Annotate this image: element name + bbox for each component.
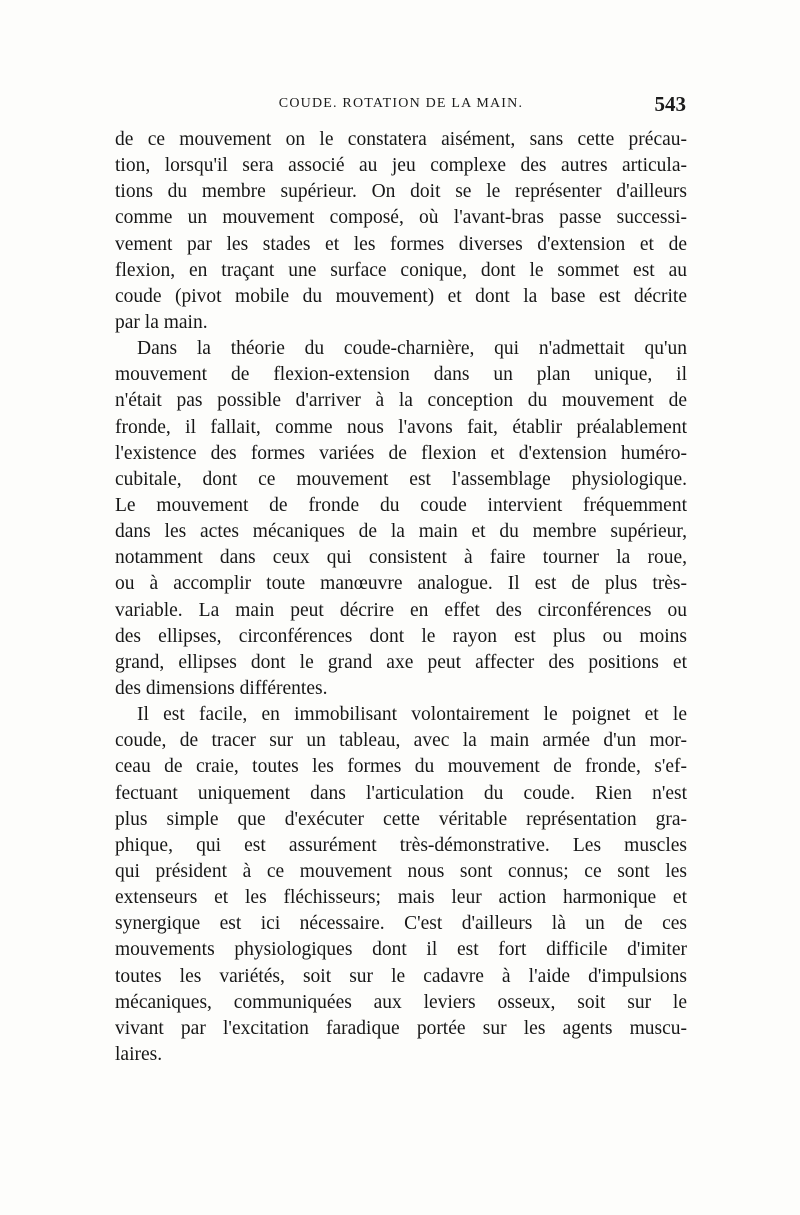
running-head — [116, 92, 686, 118]
text-line: par la main. — [115, 311, 208, 333]
text-line: vement par les stades et les formes diverses d'extension et de — [115, 233, 687, 255]
text-line: toutes les variétés, soit sur le cadavre à l'aide d'impulsions — [115, 965, 687, 987]
text-line: variable. La main peut décrire en effet des circonférences ou — [115, 599, 687, 621]
text-line: extenseurs et les fléchisseurs; mais leur action harmonique et — [115, 887, 687, 909]
text-line: dans les actes mécaniques de la main et du membre supérieur, — [115, 521, 687, 543]
text-line: ceau de craie, toutes les formes du mouvement de fronde, s'ef- — [115, 756, 687, 778]
text-line: tions du membre supérieur. On doit se le représenter d'ailleurs — [115, 181, 687, 203]
text-line: synergique est ici nécessaire. C'est d'ailleurs là un de ces — [115, 913, 687, 935]
paragraph-2 — [115, 336, 687, 702]
body-text — [115, 127, 687, 1068]
running-title: COUDE. ROTATION DE LA MAIN. — [278, 96, 524, 111]
text-line: tion, lorsqu'il sera associé au jeu complexe des autres articula- — [115, 155, 687, 177]
text-line: mécaniques, communiquées aux leviers osseux, soit sur le — [115, 991, 687, 1013]
text-line: de ce mouvement on le constatera aisément, sans cette précau- — [115, 129, 687, 150]
paragraph-1 — [115, 127, 687, 336]
text-line: Dans la théorie du coude-charnière, qui n'admettait qu'un — [137, 338, 687, 360]
text-line: des dimensions différentes. — [115, 677, 328, 699]
text-line: mouvement de flexion-extension dans un plan unique, il — [115, 364, 687, 386]
text-line: coude, de tracer sur un tableau, avec la main armée d'un mor- — [115, 730, 687, 752]
text-line: Le mouvement de fronde du coude intervient fréquemment — [115, 494, 687, 516]
text-line: l'existence des formes variées de flexion et d'extension huméro- — [115, 442, 687, 464]
paragraph-3 — [115, 702, 687, 1068]
text-line: des ellipses, circonférences dont le rayon est plus ou moins — [115, 625, 687, 647]
text-line: laires. — [115, 1043, 163, 1065]
text-line: grand, ellipses dont le grand axe peut affecter des positions et — [115, 651, 687, 673]
text-line: flexion, en traçant une surface conique, dont le sommet est au — [115, 259, 687, 281]
text-line: plus simple que d'exécuter cette véritable représentation gra- — [115, 808, 687, 830]
text-line: mouvements physiologiques dont il est fort difficile d'imiter — [115, 939, 687, 961]
text-line: comme un mouvement composé, où l'avant-bras passe successi- — [115, 207, 687, 229]
text-line: fectuant uniquement dans l'articulation du coude. Rien n'est — [115, 782, 687, 804]
text-line: cubitale, dont ce mouvement est l'assemblage physiologique. — [115, 468, 687, 490]
text-line: phique, qui est assurément très-démonstrative. Les muscles — [115, 834, 687, 856]
text-line: coude (pivot mobile du mouvement) et dont la base est décrite — [115, 285, 687, 307]
text-line: fronde, il fallait, comme nous l'avons fait, établir préalablement — [115, 416, 687, 438]
text-line: notamment dans ceux qui consistent à faire tourner la roue, — [115, 547, 687, 569]
text-line: n'était pas possible d'arriver à la conception du mouvement de — [115, 390, 687, 412]
text-line: vivant par l'excitation faradique portée sur les agents muscu- — [115, 1017, 687, 1039]
text-line: qui président à ce mouvement nous sont connus; ce sont les — [115, 860, 687, 882]
text-line: ou à accomplir toute manœuvre analogue. Il est de plus très- — [115, 573, 687, 595]
text-line: Il est facile, en immobilisant volontairement le poignet et le — [137, 704, 687, 726]
page-number: 543 — [654, 92, 686, 116]
